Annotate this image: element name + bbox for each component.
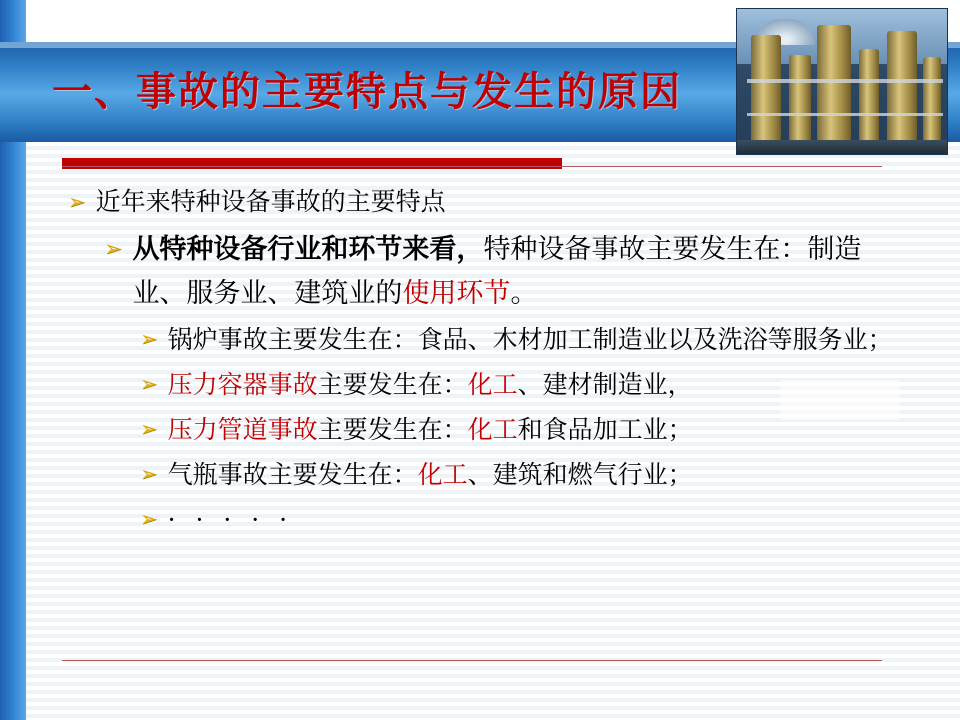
list-item-text [168,363,902,406]
list-item-text [168,408,902,451]
arrow-bullet-icon: ➢ [140,327,158,351]
list-item-text [168,318,902,361]
level2-highlight: 使用环节 [402,278,511,309]
list-item [140,318,902,361]
page-title: 一、事故的主要特点与发生的原因 [52,68,682,115]
bullet-level1 [68,182,902,222]
segment-text: 主要发生在： [317,415,468,444]
bullet-level2-text [132,228,902,316]
arrow-bullet-icon: ➢ [140,507,158,531]
photo-tank [923,57,941,153]
photo-tank [817,25,851,153]
segment-text: 化工 [467,415,518,444]
segment-text: 压力管道事故 [167,415,318,444]
red-accent-bar [62,158,562,169]
segment-text: 和食品加工业； [517,415,693,444]
list-item [140,453,902,496]
level2-rest-1: 特种设备事故主要发生在：制造业、服务业、建筑业的 [132,234,862,309]
list-item [140,363,902,406]
photo-tank [789,55,811,153]
arrow-bullet-icon: ➢ [140,462,158,486]
segment-text: 、建筑和燃气行业； [467,460,693,489]
arrow-bullet-icon: ➢ [104,237,123,262]
bullet-level2 [104,228,902,316]
arrow-bullet-icon: ➢ [140,372,158,396]
list-item-text [168,453,902,496]
segment-text: 气瓶事故主要发生在： [167,460,418,489]
slide-content [62,182,902,543]
segment-text: 压力容器事故 [167,370,318,399]
segment-text: 、建材制造业， [517,370,693,399]
segment-text: 化工 [417,460,468,489]
bullet-level1-text: 近年来特种设备事故的主要特点 [95,187,446,216]
segment-text: 锅炉事故主要发生在：食品、木材加工制造业以及洗浴等服务业； [167,325,893,354]
top-rule [62,166,882,167]
list-item [140,498,902,541]
photo-tank [887,31,917,153]
bottom-rule [62,660,882,661]
level2-rest-2: 。 [510,278,538,309]
level2-bold-lead: 从特种设备行业和环节来看， [132,234,484,265]
segment-text: 主要发生在： [317,370,468,399]
list-item-text: · · · · · [167,505,294,534]
photo-ground [737,140,947,154]
arrow-bullet-icon: ➢ [140,417,158,441]
list-item [140,408,902,451]
arrow-bullet-icon: ➢ [68,190,86,214]
segment-text: 化工 [467,370,518,399]
photo-tank [859,49,879,153]
